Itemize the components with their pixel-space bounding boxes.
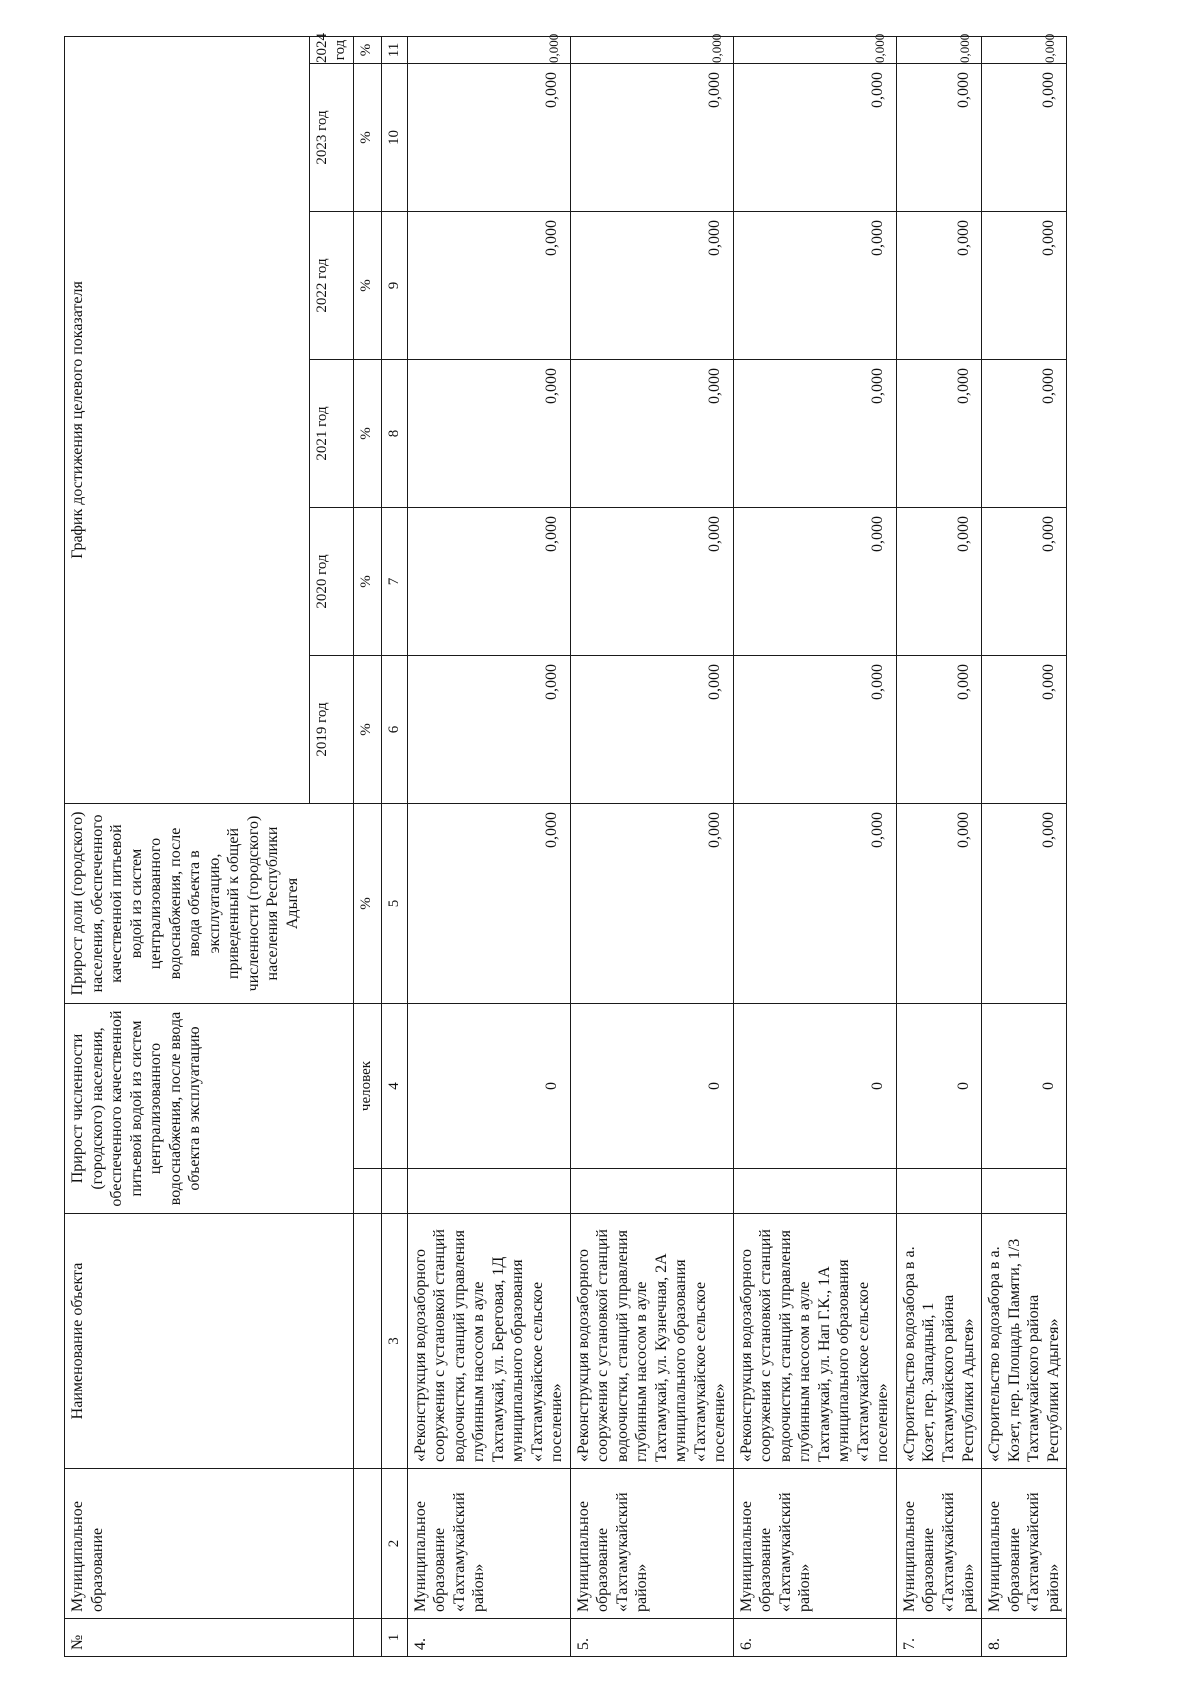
table-row: [407, 36, 570, 1656]
colnum-2: 2: [381, 1469, 407, 1619]
target-indicator-table: [64, 32, 1067, 1657]
row-2019: 0,000: [733, 655, 896, 803]
colnum-8: 8: [381, 359, 407, 507]
row-2023: 0,000: [407, 63, 570, 211]
row-number: 8.: [982, 1619, 1067, 1657]
units-blank-4: [353, 1169, 381, 1214]
units-blank-1: [353, 1619, 381, 1657]
row-2019: 0,000: [982, 655, 1067, 803]
row-share: 0,000: [896, 803, 981, 1003]
row-2023: 0,000: [896, 63, 981, 211]
unit-2023: %: [353, 63, 381, 211]
row-2022: 0,000: [982, 211, 1067, 359]
row-2024: 0,000: [407, 36, 570, 63]
table-row: [896, 36, 981, 1656]
row-people: 0: [733, 1003, 896, 1168]
row-2019: 0,000: [407, 655, 570, 803]
header-year-2022: 2022 год: [310, 211, 354, 359]
row-2021: 0,000: [982, 359, 1067, 507]
units-blank-3: [353, 1214, 381, 1469]
row-people: 0: [982, 1003, 1067, 1168]
colnum-1: 1: [381, 1619, 407, 1657]
row-municipality: Муниципальное образование «Тахтамукайский район»: [407, 1469, 570, 1619]
row-number: 7.: [896, 1619, 981, 1657]
table-row: [570, 36, 733, 1656]
unit-2021: %: [353, 359, 381, 507]
row-2020: 0,000: [407, 507, 570, 655]
row-municipality: Муниципальное образование «Тахтамукайский район»: [896, 1469, 981, 1619]
unit-people: человек: [353, 1003, 381, 1168]
row-object-name: «Реконструкция водозаборного сооружения с установкой станций водоочистки, станций управления глубинным насосом в ауле Тахтамукай, ул. Нап Г.К., 1А муниципального образования «Тахтамукайское сельское поселение»: [733, 1214, 896, 1469]
row-2021: 0,000: [570, 359, 733, 507]
header-share-growth: Прирост доли (городского) населения, обеспеченного качественной питьевой водой из систем централизованного водоснабжения, после ввода объекта в эксплуатацию, приведенный к общей численности (городского) населения Республики Адыгея: [65, 803, 354, 1003]
colnum-5: 5: [381, 803, 407, 1003]
colnum-7: 7: [381, 507, 407, 655]
row-2020: 0,000: [570, 507, 733, 655]
row-number: 6.: [733, 1619, 896, 1657]
colnum-4: 4: [381, 1003, 407, 1168]
header-number: №: [65, 1619, 354, 1657]
row-blank: [733, 1169, 896, 1214]
row-2022: 0,000: [896, 211, 981, 359]
row-2021: 0,000: [407, 359, 570, 507]
unit-share: %: [353, 803, 381, 1003]
unit-2024: %: [353, 36, 381, 63]
row-share: 0,000: [407, 803, 570, 1003]
row-2022: 0,000: [407, 211, 570, 359]
row-2022: 0,000: [733, 211, 896, 359]
row-people: 0: [407, 1003, 570, 1168]
row-2019: 0,000: [570, 655, 733, 803]
colnum-blank: [381, 1169, 407, 1214]
row-number: 4.: [407, 1619, 570, 1657]
units-blank-2: [353, 1469, 381, 1619]
row-2022: 0,000: [570, 211, 733, 359]
row-object-name: «Реконструкция водозаборного сооружения с установкой станций водоочистки, станций управления глубинным насосом в ауле Тахтамукай, ул. Кузнечная, 2А муниципального образования «Тахтамукайское сельское поселение»: [570, 1214, 733, 1469]
row-blank: [407, 1169, 570, 1214]
colnum-9: 9: [381, 211, 407, 359]
unit-2019: %: [353, 655, 381, 803]
header-population-growth: Прирост численности (городского) населения, обеспеченного качественной питьевой водой из систем централизованного водоснабжения, после ввода объекта в эксплуатацию: [65, 1003, 354, 1213]
header-year-2024: 2024 год: [310, 36, 354, 63]
row-2020: 0,000: [982, 507, 1067, 655]
header-year-2021: 2021 год: [310, 359, 354, 507]
row-2023: 0,000: [570, 63, 733, 211]
row-blank: [896, 1169, 981, 1214]
row-share: 0,000: [570, 803, 733, 1003]
row-2021: 0,000: [733, 359, 896, 507]
row-number: 5.: [570, 1619, 733, 1657]
row-2020: 0,000: [733, 507, 896, 655]
row-share: 0,000: [982, 803, 1067, 1003]
header-year-2019: 2019 год: [310, 655, 354, 803]
row-2024: 0,000: [896, 36, 981, 63]
unit-2020: %: [353, 507, 381, 655]
row-2020: 0,000: [896, 507, 981, 655]
row-2023: 0,000: [733, 63, 896, 211]
row-2019: 0,000: [896, 655, 981, 803]
colnum-10: 10: [381, 63, 407, 211]
row-2024: 0,000: [982, 36, 1067, 63]
row-2023: 0,000: [982, 63, 1067, 211]
header-year-2023: 2023 год: [310, 63, 354, 211]
header-year-2020: 2020 год: [310, 507, 354, 655]
row-2024: 0,000: [570, 36, 733, 63]
row-object-name: «Строительство водозабора в а. Козет, пер. Площадь Памяти, 1/3 Тахтамукайского района Республики Адыгея»: [982, 1214, 1067, 1469]
row-people: 0: [896, 1003, 981, 1168]
row-municipality: Муниципальное образование «Тахтамукайский район»: [982, 1469, 1067, 1619]
row-object-name: «Реконструкция водозаборного сооружения с установкой станций водоочистки, станций управления глубинным насосом в ауле Тахтамукай, ул. Береговая, 1Д муниципального образования «Тахтамукайское сельское поселение»: [407, 1214, 570, 1469]
row-municipality: Муниципальное образование «Тахтамукайский район»: [733, 1469, 896, 1619]
row-blank: [570, 1169, 733, 1214]
row-object-name: «Строительство водозабора в а. Козет, пер. Западный, 1 Тахтамукайского района Республики Адыгея»: [896, 1214, 981, 1469]
row-share: 0,000: [733, 803, 896, 1003]
row-blank: [982, 1169, 1067, 1214]
colnum-11: 11: [381, 36, 407, 63]
row-2024: 0,000: [733, 36, 896, 63]
table-row: [982, 36, 1067, 1656]
row-municipality: Муниципальное образование «Тахтамукайский район»: [570, 1469, 733, 1619]
header-schedule: График достижения целевого показателя: [65, 36, 310, 803]
colnum-6: 6: [381, 655, 407, 803]
header-municipality: Муниципальное образование: [65, 1469, 354, 1619]
row-people: 0: [570, 1003, 733, 1168]
header-object-name: Наименование объекта: [65, 1214, 354, 1469]
table-row: [733, 36, 896, 1656]
unit-2022: %: [353, 211, 381, 359]
row-2021: 0,000: [896, 359, 981, 507]
colnum-3: 3: [381, 1214, 407, 1469]
